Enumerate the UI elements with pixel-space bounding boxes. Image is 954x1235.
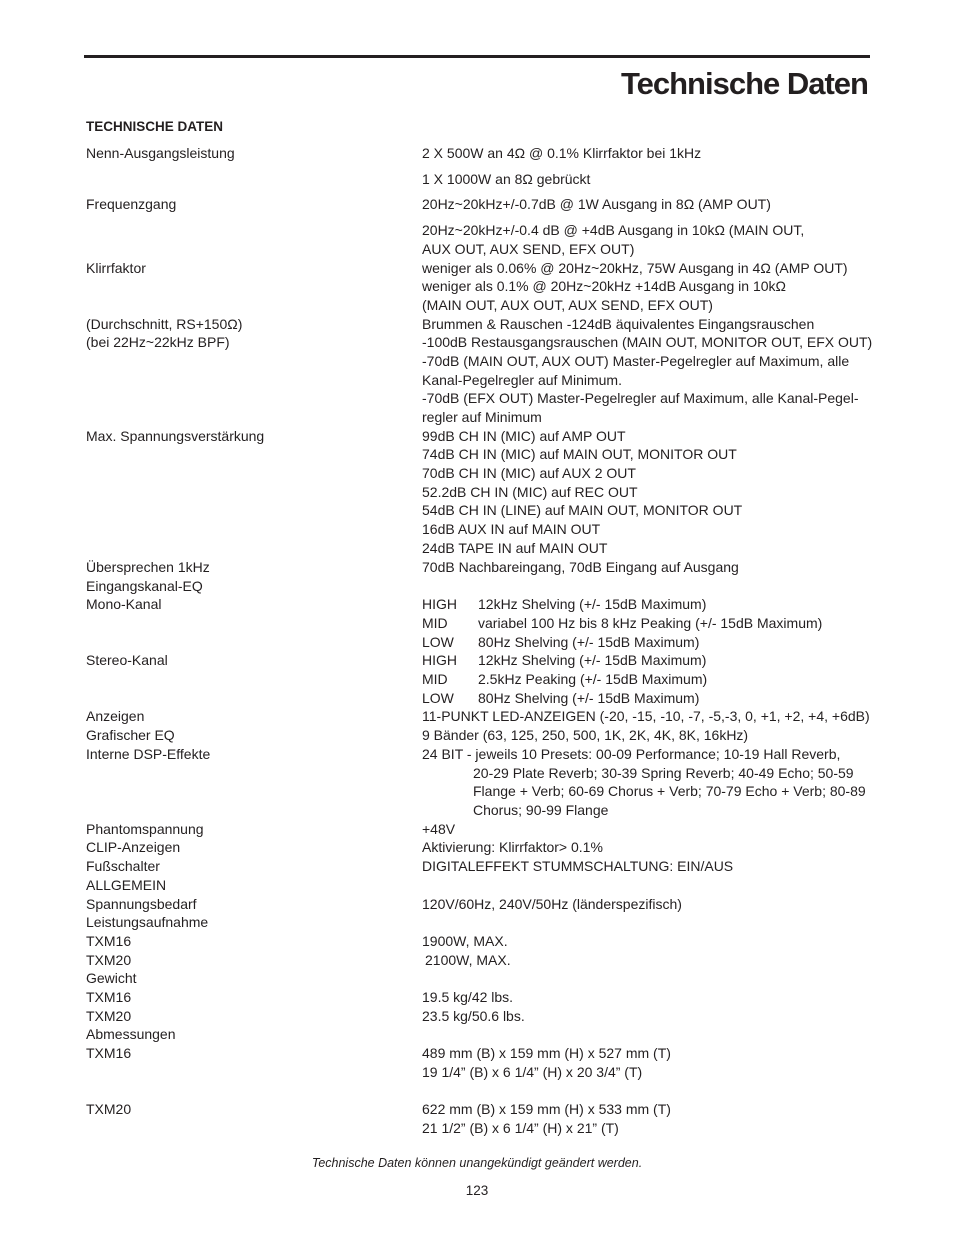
spec-value: weniger als 0.06% @ 20Hz~20kHz, 75W Ausgang in 4Ω (AMP OUT) xyxy=(422,260,848,276)
eq-band-key: HIGH xyxy=(422,596,457,612)
spec-label-eq: Eingangskanal-EQ xyxy=(86,578,203,594)
eq-band-value: 12kHz Shelving (+/- 15dB Maximum) xyxy=(478,652,707,668)
spec-value: (MAIN OUT, AUX OUT, AUX SEND, EFX OUT) xyxy=(422,297,713,313)
eq-band-key: LOW xyxy=(422,690,454,706)
spec-label-nenn: Nenn-Ausgangsleistung xyxy=(86,145,235,161)
spec-value: 23.5 kg/50.6 lbs. xyxy=(422,1008,525,1024)
model-label: TXM20 xyxy=(86,1008,132,1024)
spec-value: Kanal-Pegelregler auf Minimum. xyxy=(422,372,622,388)
eq-band-key: LOW xyxy=(422,634,454,650)
spec-value: 19 1/4” (B) x 6 1/4” (H) x 20 3/4” (T) xyxy=(422,1064,643,1080)
spec-value: 74dB CH IN (MIC) auf MAIN OUT, MONITOR OUT xyxy=(422,446,737,462)
spec-value: 54dB CH IN (LINE) auf MAIN OUT, MONITOR OUT xyxy=(422,502,743,518)
spec-value: 20-29 Plate Reverb; 30-39 Spring Reverb; 40-49 Echo; 50-59 xyxy=(473,765,854,781)
spec-label-dim: Abmessungen xyxy=(86,1026,176,1042)
page-title: Technische Daten xyxy=(620,66,868,101)
eq-band-value: variabel 100 Hz bis 8 kHz Peaking (+/- 15dB Maximum) xyxy=(478,615,823,631)
spec-value: Brummen & Rauschen -124dB äquivalentes Eingangsrauschen xyxy=(422,316,815,332)
spec-label-freq: Frequenzgang xyxy=(86,196,177,212)
spec-value: 9 Bänder (63, 125, 250, 500, 1K, 2K, 4K, 8K, 16kHz) xyxy=(422,727,749,743)
spec-label-mono: Mono-Kanal xyxy=(86,596,162,612)
eq-band-key: HIGH xyxy=(422,652,457,668)
spec-value: 489 mm (B) x 159 mm (H) x 527 mm (T) xyxy=(422,1045,671,1061)
spec-value: 1900W, MAX. xyxy=(422,933,508,949)
spec-label-geq: Grafischer EQ xyxy=(86,727,175,743)
model-label: TXM20 xyxy=(86,952,132,968)
spec-value: 21 1/2” (B) x 6 1/4” (H) x 21” (T) xyxy=(422,1120,619,1136)
spec-value: 622 mm (B) x 159 mm (H) x 533 mm (T) xyxy=(422,1101,671,1117)
spec-value: 120V/60Hz, 240V/50Hz (länderspezifisch) xyxy=(422,896,682,912)
eq-band-value: 80Hz Shelving (+/- 15dB Maximum) xyxy=(478,690,700,706)
spec-label-cross: Übersprechen 1kHz xyxy=(86,559,210,575)
spec-value: 20Hz~20kHz+/-0.7dB @ 1W Ausgang in 8Ω (AMP OUT) xyxy=(422,196,771,212)
eq-band-key: MID xyxy=(422,671,448,687)
spec-label-foot: Fußschalter xyxy=(86,858,160,874)
spec-label-noise: (bei 22Hz~22kHz BPF) xyxy=(86,334,230,350)
spec-label-power: Spannungsbedarf xyxy=(86,896,197,912)
spec-label-klirr: Klirrfaktor xyxy=(86,260,146,276)
spec-value: 1 X 1000W an 8Ω gebrückt xyxy=(422,171,591,187)
spec-label-gain: Max. Spannungsverstärkung xyxy=(86,428,265,444)
spec-value: 52.2dB CH IN (MIC) auf REC OUT xyxy=(422,484,638,500)
section-heading: TECHNISCHE DATEN xyxy=(86,119,224,134)
spec-label-allgemein: ALLGEMEIN xyxy=(86,877,167,893)
spec-value: regler auf Minimum xyxy=(422,409,542,425)
model-label: TXM20 xyxy=(86,1101,132,1117)
spec-label-noise: (Durchschnitt, RS+150Ω) xyxy=(86,316,243,332)
spec-label-weight: Gewicht xyxy=(86,970,137,986)
spec-value: 24 BIT - jeweils 10 Presets: 00-09 Performance; 10-19 Hall Reverb, xyxy=(422,746,841,762)
model-label: TXM16 xyxy=(86,933,132,949)
spec-value: 99dB CH IN (MIC) auf AMP OUT xyxy=(422,428,626,444)
spec-value: AUX OUT, AUX SEND, EFX OUT) xyxy=(422,241,635,257)
page-number: 123 xyxy=(465,1183,489,1198)
spec-value: 24dB TAPE IN auf MAIN OUT xyxy=(422,540,608,556)
spec-label-anz: Anzeigen xyxy=(86,708,145,724)
eq-band-key: MID xyxy=(422,615,448,631)
spec-value: Aktivierung: Klirrfaktor> 0.1% xyxy=(422,839,603,855)
spec-value: Flange + Verb; 60-69 Chorus + Verb; 70-79 Echo + Verb; 80-89 xyxy=(473,783,866,799)
model-label: TXM16 xyxy=(86,989,132,1005)
spec-value: 2100W, MAX. xyxy=(425,952,511,968)
spec-value: Chorus; 90-99 Flange xyxy=(473,802,609,818)
spec-label-phantom: Phantomspannung xyxy=(86,821,204,837)
spec-value: -70dB (MAIN OUT, AUX OUT) Master-Pegelregler auf Maximum, alle xyxy=(422,353,850,369)
spec-value: 70dB CH IN (MIC) auf AUX 2 OUT xyxy=(422,465,636,481)
spec-value: -70dB (EFX OUT) Master-Pegelregler auf Maximum, alle Kanal-Pegel- xyxy=(422,390,859,406)
spec-label-stereo: Stereo-Kanal xyxy=(86,652,168,668)
spec-value: weniger als 0.1% @ 20Hz~20kHz +14dB Ausgang in 10kΩ xyxy=(422,278,787,294)
eq-band-value: 12kHz Shelving (+/- 15dB Maximum) xyxy=(478,596,707,612)
model-label: TXM16 xyxy=(86,1045,132,1061)
spec-value: +48V xyxy=(422,821,456,837)
spec-value: 11-PUNKT LED-ANZEIGEN (-20, -15, -10, -7, -5,-3, 0, +1, +2, +4, +6dB) xyxy=(422,708,870,724)
spec-value: DIGITALEFFEKT STUMMSCHALTUNG: EIN/AUS xyxy=(422,858,734,874)
spec-value: 16dB AUX IN auf MAIN OUT xyxy=(422,521,601,537)
spec-value: 2 X 500W an 4Ω @ 0.1% Klirrfaktor bei 1kHz xyxy=(422,145,702,161)
spec-value: -100dB Restausgangsrauschen (MAIN OUT, MONITOR OUT, EFX OUT) xyxy=(422,334,873,350)
spec-label-clip: CLIP-Anzeigen xyxy=(86,839,181,855)
header-rule xyxy=(84,55,870,58)
spec-label-cons: Leistungsaufnahme xyxy=(86,914,209,930)
spec-label-dsp: Interne DSP-Effekte xyxy=(86,746,211,762)
eq-band-value: 2.5kHz Peaking (+/- 15dB Maximum) xyxy=(478,671,708,687)
spec-value: 20Hz~20kHz+/-0.4 dB @ +4dB Ausgang in 10kΩ (MAIN OUT, xyxy=(422,222,805,238)
eq-band-value: 80Hz Shelving (+/- 15dB Maximum) xyxy=(478,634,700,650)
spec-value: 70dB Nachbareingang, 70dB Eingang auf Ausgang xyxy=(422,559,739,575)
footnote: Technische Daten können unangekündigt geändert werden. xyxy=(311,1156,643,1170)
spec-value: 19.5 kg/42 lbs. xyxy=(422,989,514,1005)
